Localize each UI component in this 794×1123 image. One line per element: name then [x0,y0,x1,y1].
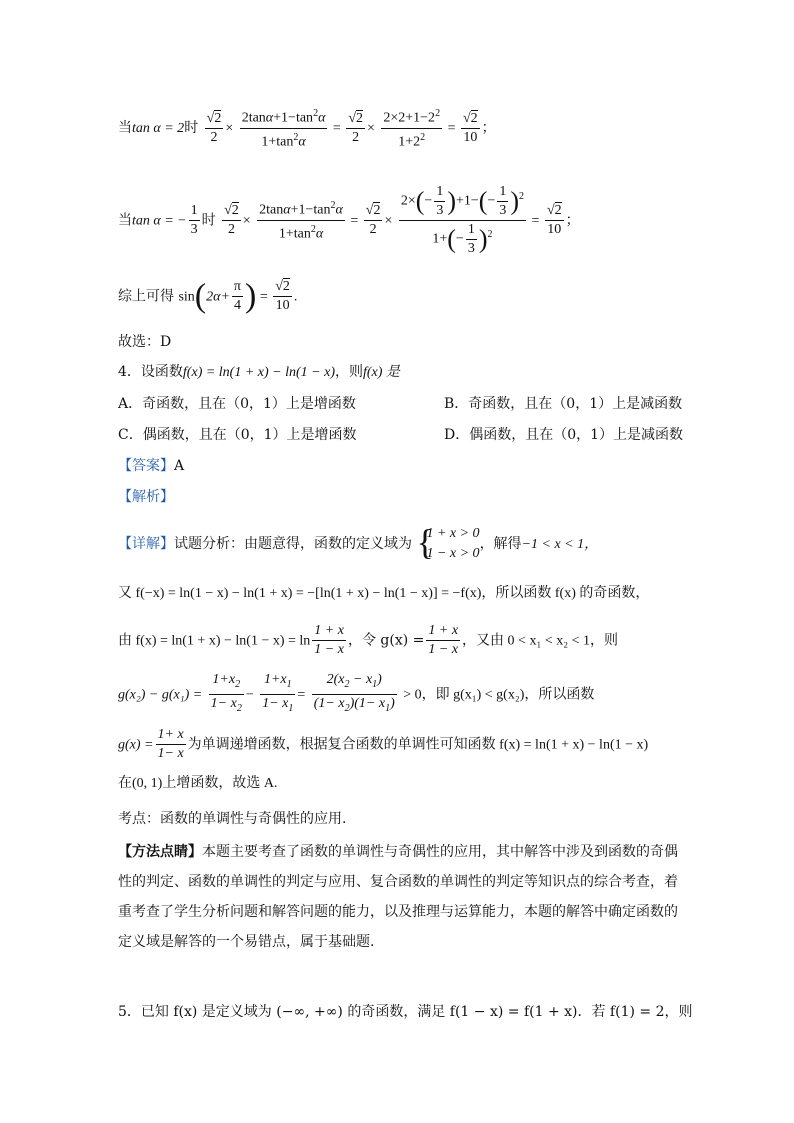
g-def-mid: ，令 g(x) = [347,632,425,649]
frac-g-x1: $\frac{1+x_1}{1- x_1}$ [262,672,294,714]
answer-d-line: 故选：D [118,334,172,350]
case2-line: 当tan α = − $\frac{1}{3}$ 时 $\frac{√2}{2}$ × $\frac{2\tan\alpha+1-\tan^2\alpha}{1+\tan^2\alpha}$ = $\frac{√2}{2}$ × 2×(− $\frac{1}{3}$ )+1−(− $\frac{1}{3}$ )$^2$ 1+(− $\frac{1}{3}$ )$^2$ = $\frac{√2}{10}$ ； [118,184,580,256]
frac-sqrt2-over-2b: $\frac{√2}{2}$ [348,110,364,145]
detail-tag: 【详解】 [118,536,174,552]
frac-summary-result: $\frac{√2}{10}$ [275,279,290,313]
case1-prefix: 当 [118,120,132,137]
q4-stem-func: f(x) = ln(1 + x) − ln(1 − x) [182,365,335,380]
domain-system: { 1 + x > 0 1 − x > 0 [416,522,480,562]
frac-ratio-2: $\frac{1 + x}{1 - x}$ [428,623,459,657]
frac-expr-1: $\frac{2\tan\alpha+1-\tan^2\alpha}{1+\tan^2\alpha}$ [240,105,328,151]
solve-text: ，解得 [479,536,522,552]
diff-prefix: g(x₂) − g(x₁) = [118,687,203,703]
q5-stem: 5．已知 f(x) 是定义域为 (−∞, +∞) 的奇函数，满足 f(1 − x) = f(1 + x)．若 f(1) = 2，则 [118,1004,693,1020]
diff-line: g(x₂) − g(x₁) = $\frac{1+x_2}{1- x_2}$ − $\frac{1+x_1}{1- x_1}$ = $\frac{2(x_2 - x_1)}{(1- x_2)(1- x_1)}$ > 0，即 g(x₁) < g(x₂)，所以函数 [118,671,594,718]
option-a: A．奇函数，且在（0，1）上是增函数 [118,396,356,412]
g-def-line [118,622,618,659]
g-def-prefix: 由 f(x) = ln(1 + x) − ln(1 − x) = ln [118,633,311,649]
case2-when: 时 [201,212,216,229]
case2-end: ； [565,212,580,229]
q4-stem-suffix: ，则 [335,364,363,380]
frac-result-2: $\frac{√2}{10}$ [546,203,562,237]
case1-cond: tan α = 2 [132,121,185,137]
q4-stem-tail: f(x) 是 [363,365,400,380]
frac-sqrt2-over-2d: $\frac{√2}{2}$ [365,203,381,237]
frac-numeric-1: $\frac{2\times 2+1-2^2}{1+2^2}$ [381,105,442,151]
kaodian-line: 考点：函数的单调性与奇偶性的应用. [118,811,347,827]
mono-suffix: 为单调递增函数，根据复合函数的单调性可知函数 f(x) = ln(1 + x) − ln(1 − x) [187,737,649,753]
frac-pi-over-4: $\frac{\pi}{4}$ [233,279,241,313]
frac-sqrt2-over-2c: $\frac{√2}{2}$ [224,203,239,237]
case2-prefix: 当 [118,212,132,229]
frac-ratio-1: $\frac{1 + x}{1 - x}$ [314,623,344,657]
frac-ratio-3: $\frac{1+ x}{1- x}$ [157,727,184,761]
summary-line: 综上可得 sin(2α+ $\frac{\pi}{4}$ ) = $\frac{√2}{10}$ . [118,277,298,315]
mono-line [118,726,648,763]
conclude-line: 在(0, 1)上增函数，故选 A. [118,776,278,791]
option-d: D．偶函数，且在（0，1）上是减函数 [444,427,684,443]
frac-numeric-2: 2×(− $\frac{1}{3}$ )+1−(− $\frac{1}{3}$ )$^2$ 1+(− $\frac{1}{3}$ )$^2$ [400,184,525,256]
frac-sqrt2-over-2: $\frac{√2}{2}$ [206,110,222,145]
frac-g-x2: $\frac{1+x_2}{1- x_2}$ [210,672,242,714]
answer-line [118,456,184,476]
option-b: B．奇函数，且在（0，1）上是减函数 [444,396,683,412]
option-c: C．偶函数，且在（0，1）上是增函数 [118,427,357,443]
method-text: 本题主要考查了函数的单调性与奇偶性的应用，其中解答中涉及到函数的奇偶性的判定、函数的单调性的判定与应用、复合函数的单调性的判定等知识点的综合考查，着重考查了学生分析问题和解答问题的能力，以及推理与运算能力，本题的解答中确定函数的定义域是解答的一个易错点，属于基础题. [118,844,678,950]
method-paragraph [118,837,678,957]
frac-one-third: $\frac{1}{3}$ [190,203,198,237]
frac-result-1: $\frac{√2}{10}$ [462,110,478,145]
odd-line: 又 f(−x) = ln(1 − x) − ln(1 + x) = −[ln(1 + x) − ln(1 − x)] = −f(x)，所以函数 f(x) 的奇函数， [118,586,650,601]
analysis-tag: 【解析】 [118,489,174,505]
frac-diff-result: $\frac{2(x_2 - x_1)}{(1- x_2)(1- x_1)}$ [313,672,395,714]
case1-when: 时 [184,120,199,137]
q4-stem [118,362,400,383]
detail-line [118,524,598,564]
answer-tag: 【答案】 [118,458,174,474]
solve-result: −1 < x < 1， [521,537,599,552]
summary-prefix: 综上可得 [118,288,174,305]
frac-expr-2: $\frac{2\tan\alpha+1-\tan^2\alpha}{1+\tan^2\alpha}$ [257,197,345,243]
g-def-suffix: ，又由 0 < x₁ < x₂ < 1，则 [462,633,618,649]
method-tag: 【方法点睛】 [118,844,202,860]
detail-text: 试题分析：由题意得，函数的定义域为 [174,536,412,552]
case2-cond: tan α = − [132,213,187,229]
q4-stem-prefix: 4．设函数 [118,364,183,380]
case1-line: 当tan α = 2时 $\frac{√2}{2}$ × $\frac{2\tan\alpha+1-\tan^2\alpha}{1+\tan^2\alpha}$ = $\frac{√2}{2}$ × $\frac{2\times 2+1-2^2}{1+2^2}$ = $\frac{√2}{10}$ ； [118,105,496,151]
mono-prefix: g(x) = [118,737,154,753]
diff-suffix: > 0，即 g(x₁) < g(x₂)，所以函数 [403,687,595,703]
answer-value: A [174,458,185,474]
case1-end: ； [481,120,496,137]
